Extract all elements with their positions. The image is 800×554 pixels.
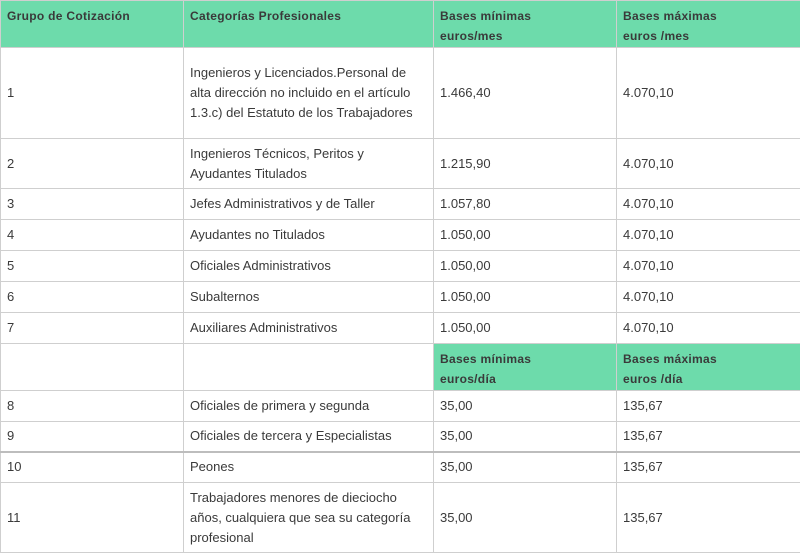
group-cell: 8 bbox=[1, 391, 184, 422]
max-base-cell: 4.070,10 bbox=[617, 189, 800, 220]
group-cell: 11 bbox=[1, 483, 184, 553]
group-cell: 4 bbox=[1, 220, 184, 251]
subheader-row bbox=[1, 344, 800, 391]
group-cell: 2 bbox=[1, 139, 184, 189]
header-bases-minimas-line1: Bases mínimas bbox=[440, 9, 532, 23]
category-cell: Peones bbox=[184, 452, 434, 483]
min-base-cell: 1.466,40 bbox=[434, 48, 617, 139]
group-cell: 3 bbox=[1, 189, 184, 220]
min-base-cell: 1.050,00 bbox=[434, 313, 617, 344]
subheader-bases-maximas bbox=[617, 344, 800, 391]
category-cell: Jefes Administrativos y de Taller bbox=[184, 189, 434, 220]
min-base-cell: 35,00 bbox=[434, 422, 617, 452]
header-bases-maximas-line2: euros /mes bbox=[623, 29, 690, 43]
category-cell: Oficiales de tercera y Especialistas bbox=[184, 422, 434, 452]
max-base-cell: 4.070,10 bbox=[617, 251, 800, 282]
group-cell: 5 bbox=[1, 251, 184, 282]
min-base-cell: 1.050,00 bbox=[434, 251, 617, 282]
table-row bbox=[1, 422, 800, 452]
min-base-cell: 35,00 bbox=[434, 483, 617, 553]
subheader-blank bbox=[1, 344, 184, 391]
min-base-cell: 35,00 bbox=[434, 452, 617, 483]
table-row bbox=[1, 483, 800, 553]
max-base-cell: 4.070,10 bbox=[617, 48, 800, 139]
table-row bbox=[1, 282, 800, 313]
table-row bbox=[1, 139, 800, 189]
group-cell: 6 bbox=[1, 282, 184, 313]
header-grupo: Grupo de Cotización bbox=[1, 1, 184, 48]
header-categorias: Categorías Profesionales bbox=[184, 1, 434, 48]
table-row bbox=[1, 251, 800, 282]
group-cell: 7 bbox=[1, 313, 184, 344]
header-bases-maximas-line1: Bases máximas bbox=[623, 9, 717, 23]
category-cell: Oficiales de primera y segunda bbox=[184, 391, 434, 422]
table-row bbox=[1, 48, 800, 139]
subheader-bases-minimas-line2: euros/día bbox=[440, 372, 497, 386]
table-row bbox=[1, 452, 800, 483]
max-base-cell: 4.070,10 bbox=[617, 139, 800, 189]
subheader-bases-maximas-line2: euros /día bbox=[623, 372, 683, 386]
subheader-bases-maximas-line1: Bases máximas bbox=[623, 352, 717, 366]
subheader-bases-minimas-line1: Bases mínimas bbox=[440, 352, 532, 366]
min-base-cell: 35,00 bbox=[434, 391, 617, 422]
max-base-cell: 4.070,10 bbox=[617, 220, 800, 251]
category-cell: Trabajadores menores de dieciocho años, cualquiera que sea su categoría profesional bbox=[184, 483, 434, 553]
category-cell: Ingenieros Técnicos, Peritos y Ayudantes Titulados bbox=[184, 139, 434, 189]
category-cell: Auxiliares Administrativos bbox=[184, 313, 434, 344]
group-cell: 9 bbox=[1, 422, 184, 452]
table-row bbox=[1, 313, 800, 344]
table-row bbox=[1, 391, 800, 422]
max-base-cell: 135,67 bbox=[617, 422, 800, 452]
subheader-bases-minimas bbox=[434, 344, 617, 391]
header-bases-minimas-line2: euros/mes bbox=[440, 29, 503, 43]
category-cell: Subalternos bbox=[184, 282, 434, 313]
table-row bbox=[1, 220, 800, 251]
max-base-cell: 135,67 bbox=[617, 452, 800, 483]
header-row bbox=[1, 1, 800, 48]
min-base-cell: 1.050,00 bbox=[434, 282, 617, 313]
table-row bbox=[1, 189, 800, 220]
category-cell: Oficiales Administrativos bbox=[184, 251, 434, 282]
category-cell: Ayudantes no Titulados bbox=[184, 220, 434, 251]
header-bases-maximas bbox=[617, 1, 800, 48]
max-base-cell: 4.070,10 bbox=[617, 282, 800, 313]
min-base-cell: 1.057,80 bbox=[434, 189, 617, 220]
max-base-cell: 135,67 bbox=[617, 391, 800, 422]
category-cell: Ingenieros y Licenciados.Personal de alta dirección no incluido en el artículo 1.3.c) del Estatuto de los Trabajadores bbox=[184, 48, 434, 139]
group-cell: 1 bbox=[1, 48, 184, 139]
header-bases-minimas bbox=[434, 1, 617, 48]
subheader-blank bbox=[184, 344, 434, 391]
group-cell: 10 bbox=[1, 452, 184, 483]
min-base-cell: 1.050,00 bbox=[434, 220, 617, 251]
min-base-cell: 1.215,90 bbox=[434, 139, 617, 189]
max-base-cell: 135,67 bbox=[617, 483, 800, 553]
max-base-cell: 4.070,10 bbox=[617, 313, 800, 344]
